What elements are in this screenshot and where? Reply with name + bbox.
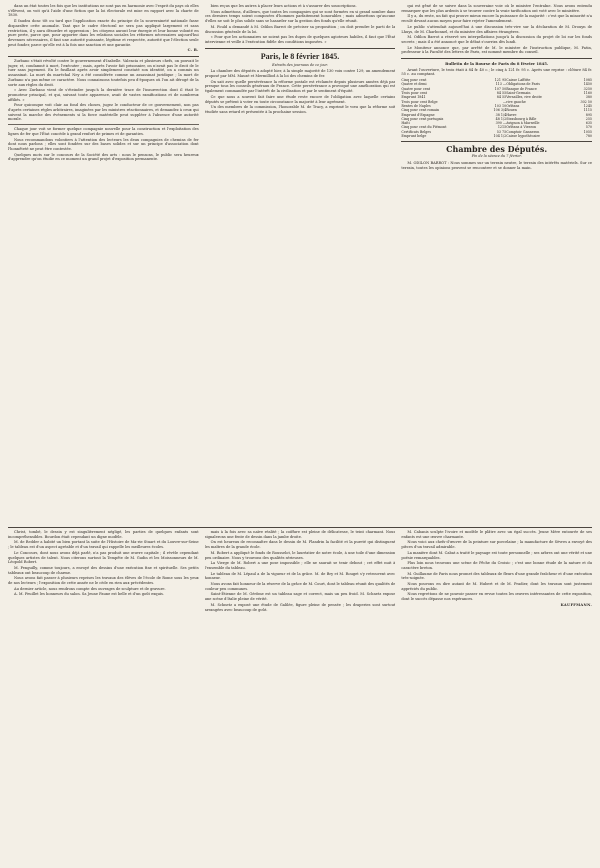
bourse-label: rive gauche [506,99,526,104]
feuilleton-column-1 [8,530,199,866]
paragraph: M. Fould a demandé à M. Odilon Barrot de préciser sa proposition ; on doit prendre le parti de la discussion générale de la loi. [204,24,396,34]
bourse-value: 390 — [495,121,507,126]
feuilleton-paragraph: Nous avons fait passer à plusieurs reprises les travaux des élèves de l'école de Rome sous les yeux de nos lecteurs ; l'exposition de cette année ne le cède en rien aux précédentes. [8,576,199,586]
chamber-heading: Chambre des Députés. [446,144,548,155]
chamber-subtitle: Fin de la séance du 7 février. [471,154,522,159]
paragraph: Le Moniteur annonce que, par arrêté de M. le ministre de l'instruction publique, M. Patin, professeur à la Faculté des lettres de Paris, est nommé membre du conseil. [401,45,593,55]
bourse-label: Havre [506,112,517,117]
bourse-value: 1115 [583,108,593,113]
bourse-label: Rouen [506,108,517,113]
paragraph: M. ODILON BARROT : Nous sommes sur un terrain neutre, le terrain des intérêts matériels. Sur ce terrain, toutes les opinions peuvent se rencontrer et se donner la main. [401,161,593,170]
paragraph: « Pour que les actionnaires ne soient pas les dupes de quelques agioteurs habiles, il faut que l'État intervienne et veille à l'exécution fidèle des conditions imposées. » [204,35,396,44]
feuilleton-paragraph: M. Cabanis sculpte l'ivoire et modèle le plâtre avec un égal succès. Jeune Mère entourée de ses enfants est une œuvre charmante. [401,530,593,539]
paragraph: Zurbano s'était révolté contre le gouvernement d'Isabelle. Valencia et plusieurs chefs, on pouvait le juger, et, condamné à mort, l'exécuter ; mais, après l'avoir fait prisonnier, on n'avait pas le droit de le tuer sans jugement. En le fusillant après avoir simplement constaté son identité, on a commis un assassinat. La mort du maréchal Ney a été considérée comme un assassinat juridique ; la mort de Zurbano n'a pas même ce caractère. Nous connaissons toutefois peu d'époques où l'on ait dérogé de la sorte aux règles du droit. [8,59,199,87]
feuilleton-paragraph: Au dernier article, nous rendrons compte des ouvrages de sculpture et de gravure. [14,586,166,591]
feuilleton-paragraph: Saint-Étienne de M. Gérôme est un tableau sage et correct, mais un peu froid. M. Schnetz expose une scène d'Italie pleine de vérité. [204,592,396,602]
bourse-value: 48 1/2 [495,116,507,121]
bourse-label: Quatre et demi [401,82,427,87]
feuilleton-paragraph: M. Guillaume de Paris nous promet des tableaux de fleurs d'une grande fraîcheur et d'une exécution très-soignée. [401,571,593,581]
feuilleton-paragraph: mais à la fois avec sa naïve réalité ; la coiffure est pleine de délicatesse, le teint charmant. Nous signalerons une fente de dessin dans la jambe droite. [204,530,396,539]
bourse-value: 3250 [583,86,593,91]
paragraph: Nous admettons, d'ailleurs, que toutes les compagnies qui se sont formées en si grand nombre dans ces derniers temps soient composées d'hommes parfaitement honorables ; mais admettons qu'aucune d'elles ne soit le plus solide sans se hasarder sur la gestion des fonds qu'elle réunit. [204,9,396,24]
feuilleton-paragraph: Nous regrettons de ne pouvoir passer en revue toutes les œuvres intéressantes de cette exposition, dont le succès dépasse nos espérances. [401,592,593,602]
paragraph: Il y a, du reste, un fait qui prouve mieux encore la puissance de la majorité : c'est que la minorité n'a reculé devant aucun moyen pour faire rejeter l'amendement. [401,14,593,24]
divider [205,48,396,49]
bourse-label: Orléans [506,103,520,108]
bourse-label: Comptoir Ganneron [506,129,540,134]
feuilleton-paragraph: On est heureux de reconnaître dans le dessin de M. Flandrin la facilité et la pureté qui distinguent les maîtres de la grande école. [204,540,396,550]
paragraph: qui est gêné de se suivre dans la souveraine voie où le ministre l'entraîne. Nous avons entendu remarquer que les plus ardents à se trouver contre la vraie tarification ont voté avec le ministère. [401,4,593,13]
feuilleton-paragraph: M. Penguilly, comme toujours, a envoyé des dessins d'une exécution fine et spirituelle. Ses petits tableaux ont beaucoup de charme. [8,565,199,575]
bourse-value: — [502,99,507,104]
bourse-value: 635 [585,121,593,126]
feuilleton-paragraph: M. Robert a appliqué le fonds de Rousselot, le lauréatier de notre école, à une toile d'une dimension peu ordinaire. Nous y trouvons des qualités sérieuses. [204,550,396,560]
feuilleton-paragraph: Nous avons fait honneur de la réserve de la grâce de M. Court, dont le tableau réunit des qualités de couleur peu communes. [204,582,396,591]
feuilleton-paragraph: Plus loin nous trouvons une scène de Pêche du Croisic ; c'est une bonne étude de la nature et du caractère breton. [401,561,593,570]
bourse-label: Emprunt 1841 [401,95,426,100]
feuilleton-paragraph: Nous pouvons en dire autant de M. Hubert et de M. Pradier, dont les travaux sont justement appréciés du public. [401,582,593,591]
bourse-value: 780 [585,134,593,138]
divider [8,56,199,57]
feuilleton-paragraph: La Vierge de M. Robert a une pose impossible ; elle ne saurait se tenir debout ; cet effet nuit à l'ensemble du tableau. [204,561,396,570]
paragraph: Un des membres de la commission, l'honorable M. de Tracy, a exprimé le vœu que la réforme soit étudiée sans retard et présentée à la prochaine session. [204,105,396,114]
feuilleton-paragraph: La manière dont M. Cabat a traité le paysage est toute personnelle ; ses arbres ont une vérité et une poésie remarquables. [401,550,593,560]
bourse-table [401,78,592,138]
paragraph: « Avec Zurbano vient de s'éteindre jusqu'à la dernière trace de l'insurrection dont il était le promoteur principal, et qui, suivant toute apparence, avait de vastes ramifications et de nombreux affiliés. » [8,88,199,102]
bourse-value: 84 55 [496,91,507,96]
feuilleton-paragraph: M. de Redder a habité un bien portant la suite de l'Histoire de Ma-rie Stuart et du Louvre-sur-Seine ; le tableau est d'un aspect agréable et d'un travail qui rappelle les meilleures écoles. [8,540,199,550]
bourse-row [401,134,592,138]
paragraph: dans un état toutes les fois que les institutions ne sont pas en harmonie avec l'esprit du pays où elles s'élèvent, on voit qu'à l'aide d'une fiction que la loi électorale est mise en rapport avec la charte de 1830. [8,4,199,18]
bourse-label: Haïti [401,121,410,126]
bourse-value: 895 [585,112,593,117]
feuilleton-columns [8,530,592,866]
bourse-value: 1245 [583,103,593,108]
upper-columns [8,4,592,524]
divider [8,124,199,125]
column-3 [401,4,592,524]
bourse-value: 1085 [583,78,593,83]
bourse-label: Cinq pour cent du Piémont [401,125,447,130]
paragraph: Nous recommandons volontiers à l'attention des lecteurs les deux compagnies de chemins de fer dont nous parlons ; elles sont fondées sur des bases solides et sur un principe d'association dont l'honnêteté ne peut être contestée. [8,137,199,151]
bourse-label: Strasbourg à Bâle [506,116,537,121]
paragraph: Pour quiconque voit clair au fond des choses, jugez le conducteur de ce gouvernement, non pas d'après certaines règles arbitraires, imaginées par les ministres réactionnaires, et demandez à ceux qui suivent la marche des événements si la force matérielle peut suppléer à l'absence d'une autorité morale. [8,103,199,122]
bourse-intro: Avant l'ouverture, le trois était à 84 fr. 40 c.; le cinq à 121 fr. 95 c. Après une reprise : clôture 84 fr. 55 c. au comptant. [401,67,593,77]
bourse-value: 84 55 [496,95,507,100]
paragraph: On sait avec quelle persévérance la réforme postale est réclamée depuis plusieurs années déjà par presque tous les conseils généraux de France. Cette persévérance a provoqué une amélioration qui est également commandée par l'intérêt de la civilisation et par le sentiment d'équité. [204,79,396,94]
bourse-value: 1450 [583,82,593,87]
feuilleton-paragraph: Nous voici aux chefs-d'œuvre de la peinture sur porcelaine ; la manufacture de Sèvres a envoyé des pièces d'un travail admirable. [401,540,593,550]
paragraph: Chaque jour voit se former quelque compagnie nouvelle pour la construction et l'exploitation des lignes de fer que l'État concède à grand renfort de primes et de garanties. [8,127,199,136]
bourse-label: Caisse Laffitte [506,78,531,83]
bourse-value: 113 — [495,82,507,87]
bourse-value: 1215 [497,125,507,130]
bourse-value: 255 [585,116,593,121]
bourse-label: Avignon à Marseille [506,121,540,126]
paragraph: Le public s'attendait aujourd'hui à une discussion très-vive sur la déclaration de M. Drouyn de Lhuys, de M. Charbonnel, et du ministre des affaires étrangères. [401,24,593,34]
bourse-value: 1160 [583,91,593,96]
bourse-value: 53 75 [496,129,507,134]
feuilleton-column-2 [205,530,396,866]
bourse-label: Cinq pour cent [401,78,427,83]
paragraph: bien reçus que les autres à placer leurs actions et à s'assurer des souscriptions. [210,4,357,8]
paragraph: La chambre des députés a adopté hier, à la simple majorité de 130 voix contre 129, un amendement proposé par MM. Mauzé et Mermilliod à la loi des chemins de fer. [204,69,396,79]
signature-initials: C. B. [187,48,199,53]
bourse-value: 121 95 [494,78,507,83]
bourse-label: Quatre pour cent [401,86,431,91]
feuilleton-paragraph: Le Concours, dont nous avons déjà parlé, n'a pas produit une œuvre capitale ; il révèle cependant quelques artistes de talent. Nous citerons surtout la Tempête de M. Gudin et les Moissonneurs de M. Léopold Robert. [8,550,199,565]
bourse-value: 570 [585,125,593,130]
feuilleton-paragraph: M. Schnetz a exposé une étude de Galilée, figure pleine de pensée ; les draperies sont surtout arrangées avec beaucoup de goût. [204,602,396,612]
bourse-label: Certificats Belges [401,129,432,134]
bourse-value: 380 [585,95,593,100]
paragraph: M. Odilon Barrot a réservé ses interpellations jusqu'à la discussion du projet de loi sur les fonds secrets ; mais il a été annoncé que le débat s'ouvrira dès lundi. [401,35,593,44]
bourse-label: Emprunt belge [401,134,427,138]
bourse-label: Orléans à Vierzon [506,125,537,130]
feuilleton-column-3 [401,530,592,866]
divider [401,58,592,59]
bourse-label: Trois pour cent [401,91,427,96]
bourse-value: 38 1/4 [495,112,507,117]
dateline-subtitle: Extraits des journaux de ce jour. [272,62,328,67]
bourse-value: 106 3/4 [493,108,507,113]
bourse-label: Rentes de Naples [401,103,431,108]
bourse-label: Trois pour cent Belge [401,99,438,104]
paragraph: Il faudra donc tôt ou tard que l'application exacte du principe de la souveraineté nationale fasse disparaître cette anomalie. Tant que le cadre électoral ne sera pas appliqué largement et sans restriction, il y aura désordre et oppression ; les citoyens auront leur énergie et leur bonne volonté en pure perte, parce que, pour apporter dans les relations sociales les réformes nécessaires aujourd'hui devenues nécessaires, il faut une autorité puissante, légitime et respectée, autorité que l'élection seule peut fonder, parce qu'elle est à la fois une sanction et une garantie. [8,19,199,47]
bourse-value: 103 10 [494,103,507,108]
feuilleton-paragraph: Le tableau de M. Lépaul a de la vigueur et de la grâce. M. de Bry et M. Rouget s'y retrouvent avec honneur. [204,571,396,581]
feuilleton-paragraph: Christ, tombé, le dessin y est singulièrement négligé, les parties de quelques enfants sont incompréhensibles. Bourdon était cependant un digne modèle. [8,530,199,539]
paragraph: Quelques mots sur le concours de la Société des arts : nous le pensons, le public sera heureux d'apprendre qu'on étudie en ce moment un grand projet d'exposition permanente. [8,152,199,162]
bourse-label: Caisse hypothécaire [506,134,541,138]
divider [401,141,592,142]
paragraph: Ce que nous a souvent fait faire une étude reste encore de l'obligation avec laquelle certains députés se prêtent à voter en toute circonstance la majorité à leur agrément. [204,94,396,104]
bourse-value: 107 50 [494,86,507,91]
feuilleton-paragraph: A. M. Feuillet les honneurs du salon. Sa Jeune Faune est belle et d'un goût exquis. [14,592,165,597]
bourse-value: 104 1/2 [493,134,507,138]
bourse-label: Cinq pour cent romain [401,108,440,113]
dateline-heading: Paris, le 8 février 1845. [260,51,340,61]
bourse-label: Emprunt d'Espagne [401,112,435,117]
bourse-label: Versailles, rive droite [506,95,542,100]
bourse-label: Saint-Germain [506,91,531,96]
feuilleton-divider [8,527,592,528]
column-2 [205,4,396,524]
bourse-label: Cinq pour cent portugais [401,116,444,121]
bourse-label: Obligations de Paris [506,82,540,87]
bourse-value: 1055 [583,129,593,134]
bourse-bulletin-title: Bulletin de la Bourse de Paris du 8 février 1845. [445,61,549,67]
author-signature: KAUFFMANN. [560,602,593,607]
column-1 [8,4,199,524]
bourse-label: Banque de France [506,86,537,91]
bourse-value: 302 50 [580,99,593,104]
